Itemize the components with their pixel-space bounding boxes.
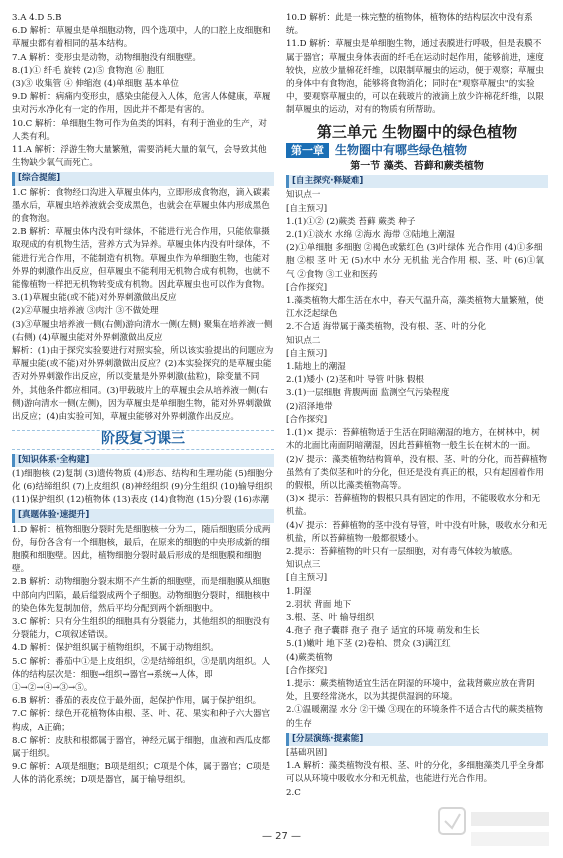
answer-line: 6.B 解析：番茄的表皮位于最外面，起保护作用，属于保护组织。: [12, 696, 262, 707]
answer-line: 5.(1)嫩叶 地下茎 (2)卷柏、贯众 (3)满江红: [286, 639, 451, 650]
answer-block-kp2-explore: [286, 427, 548, 559]
chapter-title: 生物圈中有哪些绿色植物: [335, 142, 468, 157]
answer-line: 10.D 解析：此是一株完整的植物体，植物体的结构层次中没有系统。: [286, 13, 533, 37]
answer-line: 8.(1)① 纤毛 旋转 (2)⑤ 食物泡 ⑥ 胞肛: [12, 65, 165, 76]
sub-heading-explore-1: [合作探究]: [286, 282, 328, 293]
answer-line: 1.藻类植物大都生活在水中，春天气温升高，藻类植物大量繁殖，使江水泛起绿色: [286, 296, 544, 320]
answer-line: 6.D 解析：草履虫是单细胞动物，四个选项中，人的口腔上皮细胞和草履虫都有着相同的基本结构。: [12, 26, 271, 50]
knowledge-point-3: 知识点三: [286, 560, 321, 571]
answer-line: 2.C: [286, 787, 301, 798]
answer-line: (3)③ 收集管 ④ 伸缩泡 (4)单细胞 基本单位: [12, 79, 179, 90]
section-heading-real-exam: [真题体验·速提升]: [12, 509, 274, 522]
chapter-heading: [286, 143, 548, 158]
answer-line: 8.C 解析：皮肤和根都属于器官，神经元属于细胞，血液和西瓜皮都属于组织。: [12, 735, 271, 759]
answer-block-kp2-preview: [286, 361, 548, 414]
answer-block-kp1-explore: [286, 295, 548, 335]
answer-line: 3.C 解析：只有分生组织的细胞具有分裂能力，其他组织的细胞没有分裂能力，C项叙述错误。: [12, 616, 271, 641]
answer-line: (2)√ 提示：藻类植物结构简单，没有根、茎、叶的分化，而苔藓植物虽然有了类似茎和叶的分化，但还是没有真正的根，只有起固着作用的假根，所以比藻类植物高等。: [286, 454, 548, 491]
section-heading-comprehensive: [综合提能]: [12, 172, 274, 185]
answer-block-kp1-preview: [286, 216, 548, 282]
section-heading-self-explore: [自主探究·释疑难]: [286, 175, 548, 188]
answer-line: 2.(1)①淡水 水绵 ②海水 海带 ③陆地上潮湿: [286, 230, 455, 241]
left-column: [12, 12, 274, 788]
knowledge-point-1: 知识点一: [286, 190, 321, 201]
sub-heading-explore-3: [合作探究]: [286, 665, 328, 676]
answer-line: (1)细胞核 (2)复制 (3)遗传物质 (4)形态、结构和生理功能 (5)细胞分化 (6)结缔组织 (7)上皮组织 (8)神经组织 (9)分生组织 (10)输导组织 (11)保护组织 (12)植物体 (13)表皮 (14)食物泡 (15)分裂 (16)赤潮: [12, 468, 273, 506]
answer-line: 1.(1)× 提示：苔藓植物适于生活在阴暗潮湿的地方，在树林中，树木的北面比南面阴暗潮湿，因此苔藓植物一般生长在树木的一面。: [286, 428, 540, 452]
answer-line: 1.提示：蕨类植物适宜生活在阴湿的环境中，盆栽肾蕨应放在背阴处，且要经常浇水，以为其提供湿润的环境。: [286, 678, 535, 703]
answer-line: 11.A 解析：浮游生物大量繁殖，需要消耗大量的氧气，会导致其他生物缺少氧气而死亡。: [12, 145, 267, 169]
answer-line: 4.孢子 孢子囊群 孢子 孢子 适宜的环境 萌发和生长: [286, 626, 480, 637]
unit-title: 第三单元 生物圈中的绿色植物: [316, 122, 518, 141]
answer-line: 2.羽状 背面 地下: [286, 599, 352, 610]
section-heading-knowledge-system: [知识体系·全构建]: [12, 454, 274, 467]
answer-line: (3)× 提示：苔藓植物的假根只具有固定的作用，不能吸收水分和无机盐。: [286, 494, 541, 518]
answer-block-top: [12, 12, 274, 170]
answer-line: 1.A 解析：藻类植物没有根、茎、叶的分化，多细胞藻类几乎全身都可以从环境中吸收水分和无机盐，也能进行光合作用。: [286, 761, 544, 785]
sub-heading-basic: [基础巩固]: [286, 747, 328, 758]
answer-line: (4)蕨类植物: [286, 652, 333, 663]
answer-line: 2.不合适 海带属于藻类植物，没有根、茎、叶的分化: [286, 322, 486, 333]
sub-heading-preview-3: [自主预习]: [286, 573, 328, 584]
answer-line: 2.(1)矮小 (2)茎和叶 导管 叶脉 假根: [286, 375, 425, 386]
answer-line: 7.A 解析：变形虫是动物，动物细胞没有细胞壁。: [12, 52, 202, 63]
answer-line: (2)沼泽地带: [286, 401, 333, 412]
stage-review-title: 阶段复习课三: [12, 430, 274, 449]
answer-line: 2.B 解析：动物细胞分裂末期不产生新的细胞壁，而是细胞膜从细胞中部向内凹陷，最后缢裂成两个子细胞。动物细胞分裂时，细胞核中的染色体先复制加倍，然后平均分配到两个新细胞中。: [12, 577, 270, 614]
answer-line: 解析：(1)由于探究实验要进行对照实验，所以该实验提出的问题应为草履虫能(或不能)对外界刺激做出反应？(2)本实验探究的是草履虫能否对外界刺激作出反应，所以变量是外界刺激(盐粒)，除变量不同外，其他条件都应相同。(3)甲载玻片上的草履虫会从培养液一侧(右侧)游向清水一侧(左侧)，因为草履虫是单细胞生物，能对外界刺激做出反应；(4)由实验可知，草履虫能够对外界刺激作出反应。: [12, 346, 274, 423]
answer-line: 1.阴湿: [286, 586, 312, 597]
answer-line: (3)③草履虫培养液一侧(右侧)游向清水一侧(左侧) 聚集在培养液一侧(右侧) (4)草履虫能对外界刺激做出反应: [12, 319, 273, 343]
answer-line: 3.A 4.D 5.B: [12, 13, 62, 23]
chapter-badge: 第一章: [286, 143, 329, 158]
answer-line: 1.C 解析：食物经口沟进入草履虫体内，立即形成食物泡，滴入碳素墨水后，草履虫培养液就会变成黑色，也就会在草履虫体内形成黑色的食物泡。: [12, 187, 271, 225]
answer-line: 7.C 解析：绿色开花植物体由根、茎、叶、花、果实和种子六大器官构成，A正确；: [12, 709, 271, 733]
answer-line: (2)②草履虫培养液 ③肉汁 ③不做处理: [12, 306, 159, 317]
section-title: 第一节 藻类、苔藓和蕨类植物: [350, 161, 484, 173]
answer-block-comprehensive: [12, 187, 274, 425]
answer-line: (2)①单细胞 多细胞 ②褐色或紫红色 (3)叶绿体 光合作用 (4)①多细胞 ②根 茎 叶 无 (5)水中 水分 无机盐 光合作用 根、茎、叶 (6)①氧气 ②食物 ③工业和医药: [286, 243, 544, 280]
page-number: — 27 —: [261, 831, 302, 842]
answer-block-kp3-explore: [286, 678, 548, 731]
answer-line: 5.C 解析：番茄中①是上皮组织，②是结缔组织，③是肌肉组织。人体的结构层次是：细胞→组织→器官→系统→人体，即①→②→④→③→⑤。: [12, 656, 271, 693]
answer-line: 4.D 解析：保护组织属于植物组织，不属于动物组织。: [12, 643, 219, 654]
answer-line: (4)√ 提示：苔藓植物的茎中没有导管，叶中没有叶脉，吸收水分和无机盐，所以苔藓植物一般都很矮小。: [286, 520, 548, 544]
answer-block-real-exam: [12, 524, 274, 788]
answer-line: 1.陆地上的潮湿: [286, 362, 346, 373]
answer-block-basic: [286, 760, 548, 800]
answer-line: 2.B 解析：草履虫体内没有叶绿体，不能进行光合作用，只能依靠摄取现成的有机物生活，营养方式为异养。草履虫体内没有叶绿体，不能进行光合作用，不能制造有机物。草履虫作为单细胞生物，也能对外界的刺激作出反应，但草履虫不能利用无机物合成有机物，也就不能像植物一样把无机物转变成有机物。因此草履虫也可以作为食物。: [12, 227, 270, 291]
answer-line: 2.提示：苔藓植物的叶只有一层细胞，对有毒气体较为敏感。: [286, 546, 518, 557]
answer-line: 2.①温暖潮湿 水分 ②干燥 ③现在的环境条件不适合古代的蕨类植物的生存: [286, 705, 544, 729]
answer-block-knowledge-system: [12, 468, 274, 508]
answer-line: 11.D 解析：草履虫是单细胞生物，通过表膜进行呼吸，但是表膜不属于器官；草履虫身体表面的纤毛在运动时起作用，能够前进，速度较快，应放少量棉花纤维，以限制草履虫的运动，便于观察；草履虫的身体中有食物泡，能够将食物消化；同时在"观察草履虫"的实验中，要观察草履虫的，可以在载玻片的液滴上放少许棉花纤维，以限制草履虫的运动，对有的物质有所帮助。: [286, 39, 544, 116]
watermark-logo-icon: [435, 804, 555, 852]
answer-line: 10.C 解析：单细胞生物可作为鱼类的饵料，有利于渔业的生产，对人类有利。: [12, 118, 268, 142]
answer-line: 9.C 解析：A项是细胞；B项是组织；C项是个体，属于器官；C项是人体的消化系统；D项是器官，属于输导组织。: [12, 762, 271, 786]
answer-block-kp3-preview: [286, 586, 548, 665]
answer-block-continued: [286, 12, 548, 118]
answer-line: 3.根、茎、叶 输导组织: [286, 612, 375, 623]
section-heading-practice: [分层演练·提素能]: [286, 733, 548, 746]
answer-line: 1.(1)①② (2)蕨类 苔藓 蕨类 种子: [286, 216, 416, 227]
answer-line: 3.(1)草履虫能(或不能)对外界刺激做出反应: [12, 293, 177, 304]
right-column: [286, 12, 548, 800]
knowledge-point-2: 知识点二: [286, 335, 321, 346]
answer-line: 1.D 解析：植物细胞分裂时先是细胞核一分为二，随后细胞质分成两份，每份各含有一个细胞核，最后，在原来的细胞的中央形成新的细胞膜和细胞壁。因此，植物细胞分裂时最后形成的是细胞膜和细胞壁。: [12, 524, 271, 575]
answer-line: 9.D 解析：病痛内变形虫，感染虫能侵入人体，危害人体健康，草履虫对污水净化有一定的作用，因此并不都是有害的。: [12, 92, 271, 116]
answer-line: 3.(1)一层细胞 背腹两面 监测空气污染程度: [286, 388, 450, 399]
sub-heading-explore-2: [合作探究]: [286, 414, 328, 425]
sub-heading-preview-2: [自主预习]: [286, 348, 328, 359]
sub-heading-preview-1: [自主预习]: [286, 203, 328, 214]
